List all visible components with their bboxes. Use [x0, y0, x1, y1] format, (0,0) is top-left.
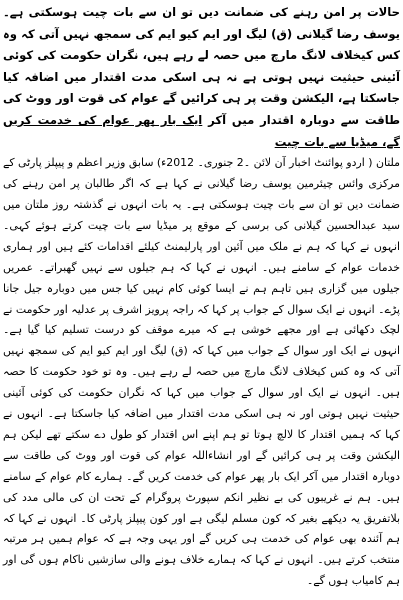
article-body: ملتان ( اردو پوائنٹ اخبار آن لائن ۔2 جنوری۔ 2012ء) سابق وزیر اعظم و پیپلز پارٹی کے مرکزی وائس چیئرمین یوسف رضا گیلانی نے کہا ہے کہ اگر طالبان پر امن رہنے کی ضمانت دیں تو ان سے بات چیت ہوسکتی ہے۔ یہ بات انہوں نے گذشتہ روز ملتان میں سید عبدالحسین گیلانی کی برسی کے موقع پر میڈیا سے بات چیت کرتے ہوئے کہی۔ انہوں نے کہا کہ ہم نے ملک میں آئین اور پارلیمنٹ کیلئے اقدامات کئے ہیں اور ہماری خدمات عوام کے سامنے ہیں۔ انہوں نے کہا کہ ہم جیلوں سے نہیں گھبراتے۔ عمریں جیلوں میں گزاری ہیں تاہم ہم نے ایسا کوئی کام نہیں کیا جس میں دوبارہ جیل جانا پڑے۔ انہوں نے ایک سوال کے جواب پر کہا کہ راجہ پرویز اشرف پر عدلیہ اور حکومت نے لچک دکھائی ہے اور مجھے خوشی ہے کہ میرے موقف کو درست تسلیم کیا گیا ہے۔ انہوں نے ایک اور سوال کے جواب میں کہا کہ (ق) لیگ اور ایم کیو ایم کی سمجھ نہیں آتی کہ وہ کس کیخلاف لانگ مارچ میں حصہ لے رہے ہیں۔ وہ تو خود حکومت کا حصہ ہیں۔ انہوں نے ایک اور سوال کے جواب میں کہا کہ نگران حکومت کی کوئی آئینی حیثیت نہیں ہوتی اور نہ ہی اسکی مدت اقتدار میں اضافہ کیا جاسکتا ہے۔ انہوں نے کہا کہ ہمیں اقتدار کا لالچ ہوتا تو ہم اپنے اس اقتدار کو طول دے سکتے تھے لیکن ہم الیکشن وقت پر ہی کرائیں گے اور انشاءاللہ عوام کی قوت اور ووٹ کی طاقت سے دوبارہ اقتدار میں آکر ایک بار پھر عوام کی خدمت کریں گے۔ ہمارے کام عوام کے سامنے ہیں۔ ہم نے غریبوں کی بے نظیر انکم سپورٹ پروگرام کے تحت ان کی مالی مدد کی بلاتفریق یہ دیکھے بغیر کہ کون مسلم لیگی ہے اور کون پیپلز پارٹی کا۔ انہوں نے کہا کہ ہم آئندہ بھی عوام کی خدمت ہی کریں گے اور یہی وجہ ہے کہ عوام ہمیں ہر مرتبہ منتخب کرتے ہیں۔ انہوں نے کہا کہ ہمارے خلاف ہونے والی سازشیں ناکام ہوں گی اور ہم کامیاب ہوں گے۔ [3, 156, 400, 588]
headline-main: حالات پر امن رہنے کی ضمانت دیں تو ان سے بات چیت ہوسکتی ہے۔ یوسف رضا گیلانی (ق) لیگ اور ایم کیو ایم کی سمجھ نہیں آتی کہ وہ کس کیخلاف لانگ مارچ میں حصہ لے رہے ہیں، نگران حکومت کی کوئی آئینی حیثیت نہیں ہوتی ہے نہ ہی اسکی مدت اقتدار میں اضافہ کیا جاسکتا ہے، الیکشن وقت پر ہی کرائیں گے عوام کی قوت اور ووٹ کی طاقت سے دوبارہ اقتدار میں آکر [3, 5, 400, 127]
article-headline [3, 2, 400, 153]
headline-tail: ایک بار پھر عوام کی خدمت کریں گے، میڈیا سے بات چیت [3, 112, 400, 149]
